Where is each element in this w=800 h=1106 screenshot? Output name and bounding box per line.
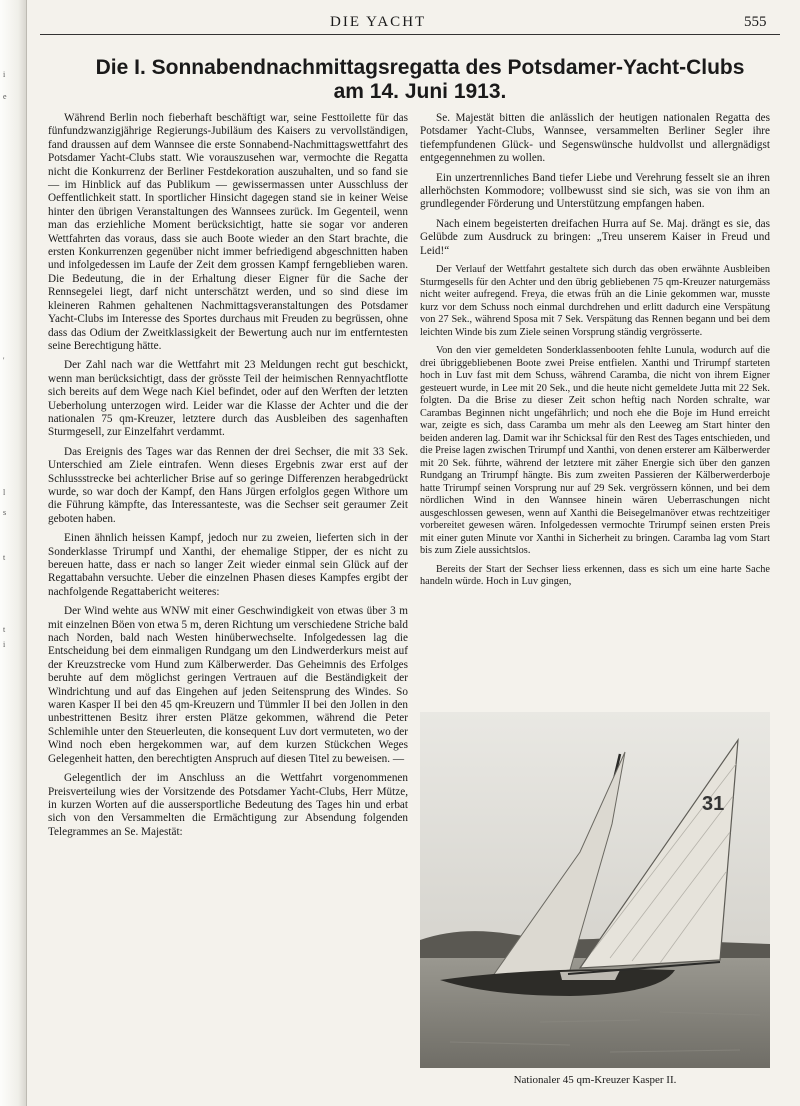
article-title-line2: am 14. Juni 1913.	[333, 80, 507, 103]
binding-mark: t	[3, 625, 6, 634]
paragraph: Einen ähnlich heissen Kampf, jedoch nur zu zweien, lieferten sich in der Sonderklasse Trirumpf und Xanthi, der ehemalige Stipper, der es nicht zu bereuen hatte, dass er nach so langer Zeit wieder einmal sein Glück auf der Regattabahn versuchte. Ueber die einzelnen Phasen dieses Kampfes ergibt der nachfolgende Regattabericht weiteres:	[48, 532, 408, 598]
telegram-paragraph: Se. Majestät bitten die anlässlich der heutigen nationalen Regatta des Potsdamer Yacht-Clubs, Wannsee, versammelten Berliner Segler ihre tiefempfundenen Glück- und Segenswünsche huldvollst und allergnädigst entgegennehmen zu wollen.	[420, 112, 770, 165]
binding-mark: t	[3, 553, 6, 562]
sailboat-photo	[420, 712, 770, 1068]
binding-mark: i	[3, 640, 6, 649]
binding-mark: e	[3, 92, 7, 101]
binding-mark: '	[3, 356, 5, 365]
report-paragraph: Bereits der Start der Sechser liess erkennen, dass es sich um eine harte Sache handeln würde. Hoch in Luv gingen,	[420, 563, 770, 588]
report-paragraph: Der Verlauf der Wettfahrt gestaltete sich durch das oben erwähnte Ausbleiben Sturmgesells für den Achter und den übrig gebliebenen 75 qm-Kreuzer naturgemäss nicht weiter aufregend. Freya, die etwas früh an die Linie gekommen war, musste kurz vor dem Schuss noch einmal durchdrehen und erlitt dadurch eine Verspätung von 27 Sek., während Sposa mit 7 Sek. Verspätung das Rennen begann und bei dem leichten Winde bis zum Ziele seinen Vorsprung ständig vergrösserte.	[420, 264, 770, 338]
paragraph: Während Berlin noch fieberhaft beschäftigt war, seine Festtoilette für das fünfundzwanzigjährige Regierungs-Jubiläum des Kaisers zu vervollständigen, fand draussen auf dem Wannsee die erste Sonnabend-Nachmittagswettfahrt des Potsdamer Yacht-Clubs statt. Wie vorauszusehen war, vermochte die Regatta nicht die Konkurrenz der Berliner Festdekoration auszuhalten, und so fand sie — im Hinblick auf das Publikum — gewissermassen unter Ausschluss der Oeffentlichkeit statt. In sportlicher Hinsicht dagegen stand sie in keiner Weise hinter den übrigen Veranstaltungen des Wannsees zurück. Im Gegenteil, wenn man das erziehliche Moment berücksichtigt, hatte sie sogar vor anderen Wettfahrten das voraus, dass sie auch Boote wieder an den Start brachte, die ersten Konkurrenzen gegenüber nicht immer befriedigend abgeschnitten haben und infolgedessen im Laufe der Zeit dem grossen Kampf ferngeblieben waren. Die Bedeutung, die in der Erhaltung dieser Eigner für die Sache der Rennsegelei liegt, darf nicht unterschätzt werden, und so sind diese im kleineren Rahmen gehaltenen Nachmittagsveranstaltungen des Potsdamer Yacht-Clubs im Interesse des Sportes durchaus mit Freuden zu begrüssen, ohne dass das Odium der Zweitklassigkeit der Bewertung auch nur im entferntesten seine Berechtigung hätte.	[48, 112, 408, 352]
binding-mark: l	[3, 488, 6, 497]
paragraph: Der Wind wehte aus WNW mit einer Geschwindigkeit von etwas über 3 m mit einzelnen Böen von etwa 5 m, deren Richtung um verschiedene Striche bald nach Norden, bald nach Westen hinüberwechselte. Infolgedessen lag die Entscheidung bei dem einmaligen Rundgang um den Lindwerderkurs meist auf der Kreuzstrecke vom Hund zum Kälberwerder. Das Geheimnis des Erfolges beruhte auf dem möglichst geringen Vertrauen auf die Beständigkeit der Windrichtung und auf das Eingehen auf jeden Seitensprung des Windes. So waren Kasper II bei den 45 qm-Kreuzern und Tümmler II bei den Jollen in den unbestrittenen Besitz ihrer ersten Plätze gekommen, während die Peter Schlemihle unter den Steuerleuten, die konsequent Luv dort vermuteten, wo der Wind noch eben hergekommen war, auf dem kurzen Stückchen Weges Gelegenheit hatten, den berechtigten Anspruch auf diesen Titel zu beweisen. —	[48, 605, 408, 765]
telegram-paragraph: Ein unzertrennliches Band tiefer Liebe und Verehrung fesselt sie an ihren allerhöchsten Kommodore; vollbewusst sind sie sich, was sie von ihm an grundlegender Förderung und Unterstützung empfangen haben.	[420, 171, 770, 211]
left-column	[48, 112, 408, 845]
article-title	[60, 56, 780, 104]
article-title-line1: Die I. Sonnabendnachmittagsregatta des Potsdamer-Yacht-Clubs	[95, 56, 745, 79]
header-rule	[40, 34, 780, 35]
photo-caption: Nationaler 45 qm-Kreuzer Kasper II.	[513, 1074, 677, 1086]
book-binding-edge	[0, 0, 27, 1106]
right-column	[420, 112, 770, 595]
report-paragraph: Von den vier gemeldeten Sonderklassenbooten fehlte Lunula, wodurch auf die drei übriggebliebenen Boote zwei Preise entfielen. Xanthi und Trirumpf starteten hoch in Luv fast mit dem Schuss, während Caramba, die nicht von ihrem Eigner gesteuert wurde, in Lee mit 20 Sek., und die heute nicht gemeldete Jutta mit 22 Sek. folgten. Da die Brise zu dieser Zeit schon heftig nach Norden schralte, war Carambas Beginnen nicht ungefährlich; und noch ehe die Boje im Hund erreicht war, zeigte es sich, dass Caramba um mehr als den Leeweg am Start hinter den beiden anderen lag. Damit war ihr Schicksal für den Rest des Tages entschieden, und die Preise lagen zwischen Trirumpf und Xanthi, von denen ersterer am Kälberwerder mit 20 Sek. führte, während der letztere mit zäher Energie sich über den ganzen Rundgang an Trirumpf hängte. Bis zum zweiten Passieren der Kälberwerderboje hatte Trirumpf seinen Vorsprung nur auf 29 Sek. vergrössern können, und bei dem nördlichen Wind in den Wannsee hinein wären Ueberraschungen nicht ausgeschlossen gewesen, wenn auf Xanthi die Beisegelmanöver etwas rechtzeitiger vorbereitet gewesen wären. Infolgedessen vermochte Trirumpf seinen ersten Preis mit einer guten Minute vor Xanthi in Sicherheit zu bringen. Caramba lag vom Start bis zum Ziele aussichtslos.	[420, 345, 770, 557]
sail-number: 31	[702, 793, 725, 815]
page-number: 555	[744, 14, 767, 30]
telegram-paragraph: Nach einem begeisterten dreifachen Hurra auf Se. Maj. drängt es sie, das Gelübde zum Ausdruck zu bringen: „Treu unserem Kaiser in Freud und Leid!“	[420, 217, 770, 257]
binding-mark: s	[3, 508, 7, 517]
binding-mark: i	[3, 70, 6, 79]
paragraph: Gelegentlich der im Anschluss an die Wettfahrt vorgenommenen Preisverteilung wies der Vorsitzende des Potsdamer Yacht-Clubs, Herr Mütze, in kurzen Worten auf die aussersportliche Bedeutung des Tages hin und erbat sich von den Versammelten die Ermächtigung zur Absendung folgenden Telegrammes an Se. Majestät:	[48, 772, 408, 838]
paragraph: Der Zahl nach war die Wettfahrt mit 23 Meldungen recht gut beschickt, wenn man berücksichtigt, dass der grösste Teil der heimischen Rennyachtflotte sich bereits auf dem Wege nach Kiel befindet, oder auf den Werften der letzten Ueberholung unterzogen wird. Leider war die Klasse der Achter und die der nationalen 75 qm-Kreuzer, letztere durch das Ausbleiben des sagenhaften Sturmgesell, zur Einzelfahrt verdammt.	[48, 359, 408, 439]
running-title: DIE YACHT	[330, 14, 427, 30]
paragraph: Das Ereignis des Tages war das Rennen der drei Sechser, die mit 33 Sek. Unterschied am Ziele eintrafen. Wenn dieses Ergebnis zwar erst auf der Schlussstrecke bei achterlicher Brise auf so geringe Differenzen herabgedrückt wurde, so war doch der Kampf, den Hans Jürgen erfolglos gegen Withore um die Führung kämpfte, das Interessanteste, was die Sechser seit geraumer Zeit geboten haben.	[48, 445, 408, 525]
